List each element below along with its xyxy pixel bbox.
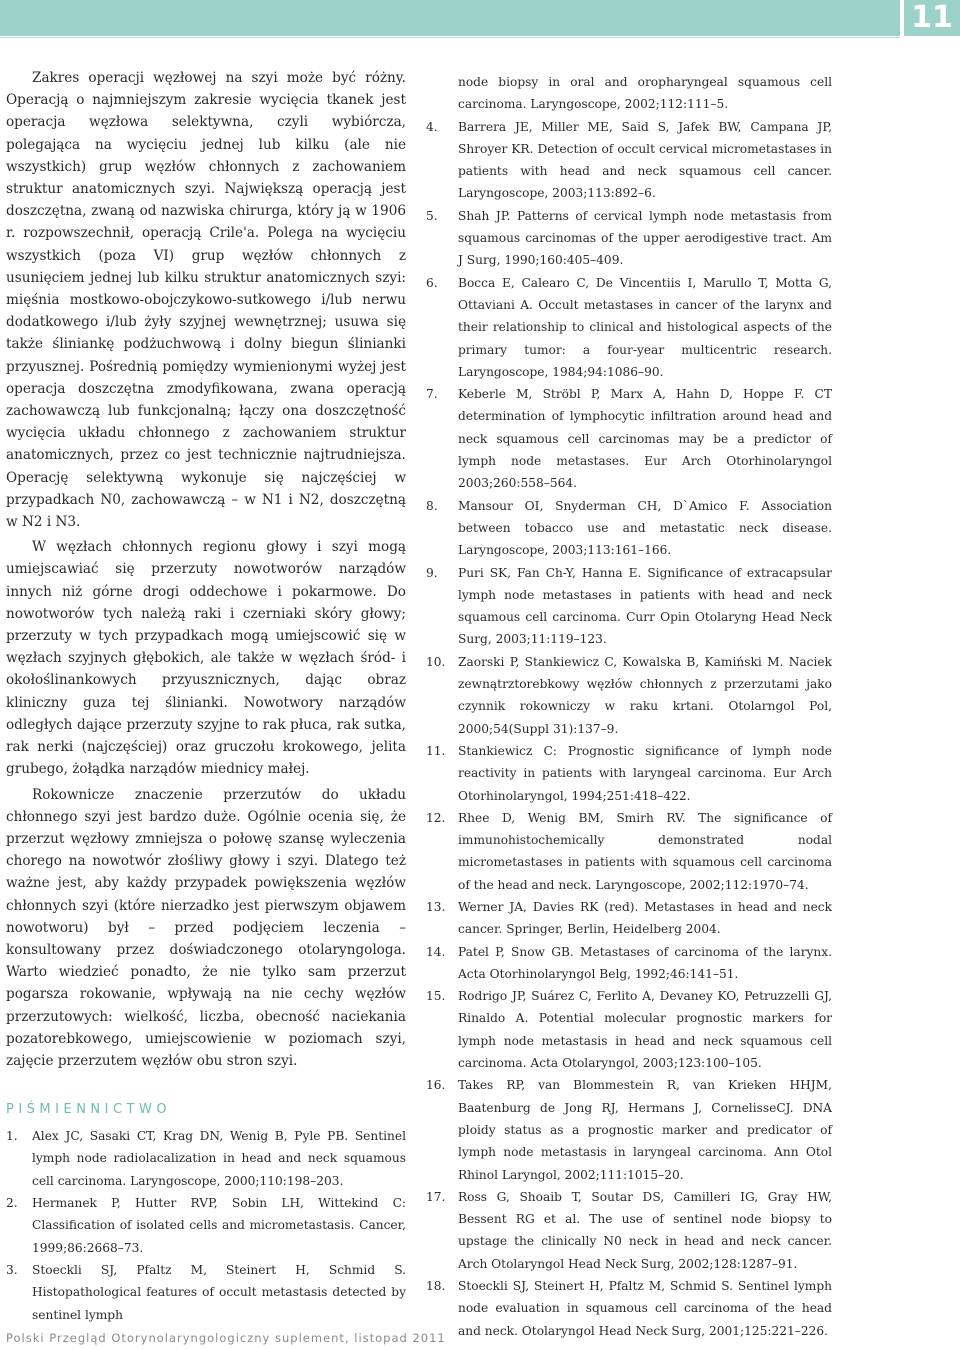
reference-item: [426, 740, 832, 807]
left-column: [6, 67, 406, 1326]
reference-item: [426, 495, 832, 562]
reference-text: Puri SK, Fan Ch-Y, Hanna E. Significance of extracapsular lymph node metastases in patients with head and neck squamous cell carcinoma. Curr Opin Otolaryng Head Neck Surg, 2003;11:119–123.: [458, 565, 832, 647]
reference-text: Zaorski P, Stankiewicz C, Kowalska B, Kamiński M. Naciek zewnątrztorebkowy węzłów chłonnych z przerzutami jako czynnik rokowniczy w raku krtani. Otolarngol Pol, 2000;54(Suppl 31):137–9.: [458, 654, 832, 736]
reference-number: 8.: [426, 498, 438, 513]
reference-text: Bocca E, Calearo C, De Vincentiis I, Marullo T, Motta G, Ottaviani A. Occult metastases in cancer of the larynx and their relationship to clinical and histological aspects of the primary tumor: a four-year multicentric research. Laryngoscope, 1984;94:1086–90.: [458, 275, 832, 379]
reference-number: 1.: [6, 1129, 18, 1144]
reference-text: Rodrigo JP, Suárez C, Ferlito A, Devaney KO, Petruzzelli GJ, Rinaldo A. Potential molecular prognostic markers for lymph node metastasis in head and neck squamous cell carcinoma. Acta Otolaryngol, 2003;123:100–105.: [458, 989, 832, 1071]
reference-text: Hermanek P, Hutter RVP, Sobin LH, Wittekind C: Classification of isolated cells and micrometastasis. Cancer, 1999;86:2668–73.: [32, 1196, 406, 1255]
reference-number: 17.: [426, 1189, 446, 1204]
reference-number: 14.: [426, 944, 446, 959]
reference-item: [6, 1192, 406, 1259]
reference-text: Shah JP. Patterns of cervical lymph node metastasis from squamous carcinomas of the upper aerodigestive tract. Am J Surg, 1990;160:405–409.: [458, 208, 832, 268]
header-divider: [0, 37, 900, 38]
body-paragraph: Zakres operacji węzłowej na szyi może być różny. Operacją o najmniejszym zakresie wycięcia tkanek jest operacja węzłowa selektywna, czyli wybiórcza, polegająca na wycięciu jednej lub kilku (ale nie wszystkich) grup węzłów chłonnych z zachowaniem struktur anatomicznych szyi. Największą operacją jest doszczętna, zwaną od nazwiska chirurga, który ją w 1906 r. rozpowszechnił, operacją Crile'a. Polega na wycięciu wszystkich (poza VI) grup węzłów chłonnych z usunięciem jednej lub kilku struktur anatomicznych szyi: mięśnia mostkowo-obojczykowo-sutkowego i/lub nerwu dodatkowego i/lub żyły szyjnej wewnętrznej; usuwa się także śliniankę podżuchwową i dolny biegun ślinianki przyusznej. Pośrednią pomiędzy wymienionymi wyżej jest operacja doszczętna zmodyfikowana, zwana operacją zachowawczą lub funkcjonalną; łączy ona doszczętność wycięcia układu chłonnego z zachowaniem struktur anatomicznych, przez co jest technicznie najtrudniejsza. Operację selektywną wykonuje się najczęściej w przypadkach N0, zachowawczą – w N1 i N2, doszczętną w N2 i N3.: [6, 70, 406, 531]
reference-number: 18.: [426, 1279, 446, 1294]
reference-item: [426, 896, 832, 941]
reference-number: 11.: [426, 743, 446, 758]
reference-item: [426, 1275, 832, 1342]
reference-number: 9.: [426, 565, 438, 580]
reference-continuation: node biopsy in oral and oropharyngeal squamous cell carcinoma. Laryngoscope, 2002;112:111–5.: [458, 75, 832, 112]
reference-item: [426, 116, 832, 205]
reference-number: 12.: [426, 810, 446, 825]
header-bar: [0, 0, 900, 36]
reference-number: 13.: [426, 899, 446, 914]
body-paragraph: W węzłach chłonnych regionu głowy i szyi mogą umiejscawiać się przerzuty nowotworów narządów innych niż górne drogi oddechowe i pokarmowe. Do nowotworów tych należą raki i czerniaki skóry głowy; przerzuty w tych przypadkach mogą umiejscowić się w węzłach szyjnych głębokich, ale także w węzłach śród- i okołoślinankowych przyusznicznych, dając obraz kliniczny guza tej ślinianki. Nowotwory narządów odległych dające przerzuty szyjne to rak płuca, rak sutka, rak nerki (najczęściej) oraz gruczołu krokowego, jelita grubego, żołądka narządów miednicy małej.: [6, 539, 406, 778]
reference-text: Alex JC, Sasaki CT, Krag DN, Wenig B, Pyle PB. Sentinel lymph node radiolacalization in head and neck squamous cell carcinoma. Laryngoscope, 2000;110:198–203.: [32, 1129, 406, 1188]
reference-item: [426, 383, 832, 494]
references-heading: PIŚMIENNICTWO: [6, 1102, 172, 1118]
reference-number: 5.: [426, 208, 438, 223]
reference-text: Patel P, Snow GB. Metastases of carcinoma of the larynx. Acta Otorhinolaryngol Belg, 1992;46:141–51.: [458, 944, 832, 981]
reference-number: 3.: [6, 1262, 18, 1277]
reference-item: [426, 272, 832, 383]
right-column: [426, 71, 832, 1342]
reference-number: 16.: [426, 1078, 446, 1093]
reference-item: [6, 1125, 406, 1192]
reference-text: Stoeckli SJ, Steinert H, Pfaltz M, Schmid S. Sentinel lymph node evaluation in squamous cell carcinoma of the head and neck. Otolaryngol Head Neck Surg, 2001;125:221–226.: [458, 1279, 832, 1338]
reference-text: Werner JA, Davies RK (red). Metastases in head and neck cancer. Springer, Berlin, Heidelberg 2004.: [458, 899, 832, 937]
reference-item: [426, 985, 832, 1074]
body-paragraph: Rokownicze znaczenie przerzutów do układu chłonnego szyi jest bardzo duże. Ogólnie ocenia się, że przerzut węzłowy zmniejsza o połowę szansę wyleczenia chorego na nowotwór złośliwy głowy i szyi. Dlatego też ważne jest, aby każdy przypadek powiększenia węzłów chłonnych szyi (które nierzadko jest pierwszym objawem nowotworu) był – przed podjęciem leczenia – konsultowany przez doświadczonego otolaryngologa. Warto wiedzieć ponadto, że nie tylko sam przerzut pogarsza rokowanie, wpływają na nie cechy węzłów przerzutowych: wielkość, liczba, obecność naciekania pozatorebkowego, umiejscowienie w poziomach szyi, zajęcie przerzutem węzłów obu stron szyi.: [6, 786, 406, 1069]
journal-footer: Polski Przegląd Otorynolaryngologiczny suplement, listopad 2011: [6, 1331, 446, 1345]
page-number: 11: [904, 0, 960, 36]
reference-item: [6, 1259, 406, 1326]
reference-text: Rhee D, Wenig BM, Smirh RV. The significance of immunohistochemically demonstrated nodal micrometastases in patients with squamous cell carcinoma of the head and neck. Laryngoscope, 2002;112:1970–74.: [458, 810, 832, 892]
reference-number: 6.: [426, 275, 438, 290]
reference-text: Barrera JE, Miller ME, Said S, Jafek BW, Campana JP, Shroyer KR. Detection of occult cervical micrometastases in patients with head and neck squamous cell cancer. Laryngoscope, 2003;113:892–6.: [458, 119, 832, 201]
reference-item: [426, 205, 832, 272]
reference-item: [426, 651, 832, 740]
reference-item: [426, 807, 832, 896]
reference-number: 2.: [6, 1196, 18, 1211]
reference-text: Ross G, Shoaib T, Soutar DS, Camilleri IG, Gray HW, Bessent RG et al. The use of sentinel node biopsy to upstage the clinically N0 neck in head and neck cancer. Arch Otolaryngol Head Neck Surg, 2002;128:1287–91.: [458, 1189, 832, 1271]
reference-text: Stankiewicz C: Prognostic significance of lymph node reactivity in patients with laryngeal carcinoma. Eur Arch Otorhinolaryngol, 1994;251:418–422.: [458, 743, 832, 803]
reference-number: 10.: [426, 654, 446, 669]
reference-item: [426, 941, 832, 986]
reference-item: [426, 1074, 832, 1185]
reference-number: 4.: [426, 119, 438, 134]
reference-item: [426, 562, 832, 651]
reference-text: Keberle M, Ströbl P, Marx A, Hahn D, Hoppe F. CT determination of lymphocytic infiltration around head and neck squamous cell carcinomas may be a predictor of lymph node metastases. Eur Arch Otorhinolaryngol 2003;260:558–564.: [458, 387, 832, 491]
reference-text: Takes RP, van Blommestein R, van Krieken HHJM, Baatenburg de Jong RJ, Hermans J, CornelisseCJ. DNA ploidy status as a prognostic marker and predicator of lymph node metastasis in laryngeal carcinoma. Ann Otol Rhinol Laryngol, 2002;111:1015–20.: [458, 1078, 832, 1182]
reference-text: Mansour OI, Snyderman CH, D`Amico F. Association between tobacco use and metastatic neck disease. Laryngoscope, 2003;113:161–166.: [458, 498, 832, 558]
reference-item: [426, 1186, 832, 1275]
references-list-right: [426, 116, 832, 1342]
reference-number: 15.: [426, 989, 446, 1004]
reference-text: Stoeckli SJ, Pfaltz M, Steinert H, Schmid S. Histopathological features of occult metastasis detected by sentinel lymph: [32, 1262, 406, 1322]
reference-number: 7.: [426, 387, 438, 402]
references-list-left: [6, 1125, 406, 1326]
